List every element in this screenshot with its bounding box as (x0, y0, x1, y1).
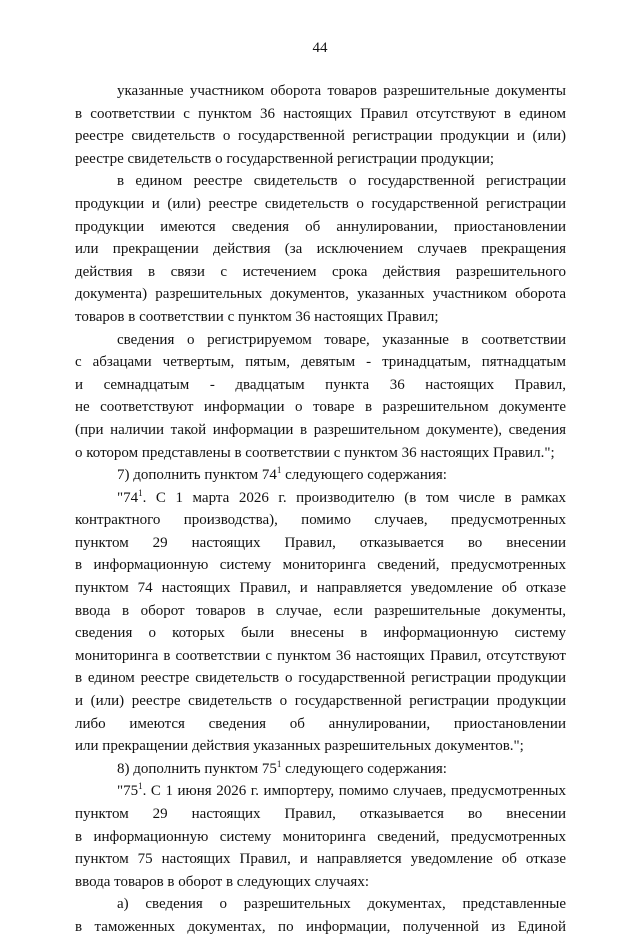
text-line: либо имеются сведения об аннулировании, приостановлении (75, 715, 566, 732)
text-line: или прекращении действия (за исключением случаев прекращения (75, 241, 566, 258)
document-body (75, 80, 566, 939)
text-line: сведения о регистрируемом товаре, указанные в соответствии (117, 331, 566, 348)
text-line: указанные участником оборота товаров разрешительные документы (117, 83, 566, 99)
text-fragment: следующего содержания: (281, 467, 447, 484)
text-line: и семнадцатым - двадцатым пункта 36 настоящих Правил, (75, 376, 566, 393)
text-line: в таможенных документах, по информации, полученной из Единой (75, 918, 566, 935)
text-fragment: следующего содержания: (281, 760, 447, 777)
superscript-index: 1 (138, 781, 143, 792)
text-fragment: . С 1 июня 2026 г. импортеру, помимо случаев, предусмотренных (142, 783, 566, 800)
text-fragment: "75 (117, 783, 139, 800)
text-line: не соответствуют информации о товаре в разрешительном документе (75, 399, 566, 416)
text-line (75, 758, 566, 781)
text-line: мониторинга в соответствии с пунктом 36 настоящих Правил, отсутствуют (75, 647, 566, 664)
text-fragment: "74 (117, 489, 139, 506)
text-line: или прекращении действия указанных разрешительных документов."; (75, 738, 524, 755)
superscript-index: 1 (138, 487, 143, 498)
text-line (75, 780, 566, 803)
text-line (75, 487, 566, 510)
text-line: реестре свидетельств о государственной регистрации продукции; (75, 150, 495, 167)
text-line: реестре свидетельств о государственной регистрации продукции и (или) (75, 128, 566, 145)
text-line: в информационную систему мониторинга сведений, предусмотренных (75, 828, 566, 845)
text-line: и (или) реестре свидетельств о государственной регистрации продукции (75, 693, 566, 710)
text-line: пунктом 75 настоящих Правил, и направляется уведомление об отказе (75, 851, 566, 868)
text-line: товаров в соответствии с пунктом 36 настоящих Правил; (75, 308, 439, 325)
superscript-index: 1 (276, 758, 282, 769)
text-line: пунктом 29 настоящих Правил, отказывается во внесении (75, 806, 566, 822)
text-line: о котором представлены в соответствии с пунктом 36 настоящих Правил."; (75, 444, 555, 461)
text-line: (при наличии такой информации в разрешительном документе), сведения (75, 421, 566, 438)
text-line: с абзацами четвертым, пятым, девятым - тринадцатым, пятнадцатым (75, 354, 566, 371)
text-line: продукции и (или) реестре свидетельств о государственной регистрации (75, 195, 566, 212)
text-line: ввода в оборот товаров в случае, если разрешительные документы, (75, 602, 566, 619)
text-line: документа) разрешительных документов, указанных участником оборота (75, 286, 566, 303)
text-line: а) сведения о разрешительных документах, представленные (117, 896, 566, 913)
text-line: в едином реестре свидетельств о государственной регистрации продукции (75, 670, 566, 687)
text-line: в информационную систему мониторинга сведений, предусмотренных (75, 557, 566, 574)
text-line: действия в связи с истечением срока действия разрешительного (75, 263, 566, 280)
text-line (75, 464, 566, 487)
text-line: пунктом 29 настоящих Правил, отказывается во внесении (75, 534, 566, 551)
text-fragment: 7) дополнить пунктом 74 (117, 467, 277, 484)
text-line: контрактного производства), помимо случаев, предусмотренных (75, 512, 566, 529)
text-fragment: 8) дополнить пунктом 75 (117, 760, 277, 777)
text-line: ввода товаров в оборот в следующих случаях: (75, 873, 369, 890)
page-number: 44 (312, 40, 328, 56)
text-line: в едином реестре свидетельств о государственной регистрации (117, 173, 566, 190)
text-fragment: . С 1 марта 2026 г. производителю (в том числе в рамках (142, 489, 566, 506)
text-line: пунктом 74 настоящих Правил, и направляется уведомление об отказе (75, 580, 566, 597)
text-line: в соответствии с пунктом 36 настоящих Правил отсутствуют в едином (75, 105, 566, 122)
superscript-index: 1 (276, 465, 282, 476)
text-line: продукции имеются сведения об аннулировании, приостановлении (75, 218, 566, 235)
text-line: сведения о которых были внесены в информационную систему (75, 625, 566, 642)
